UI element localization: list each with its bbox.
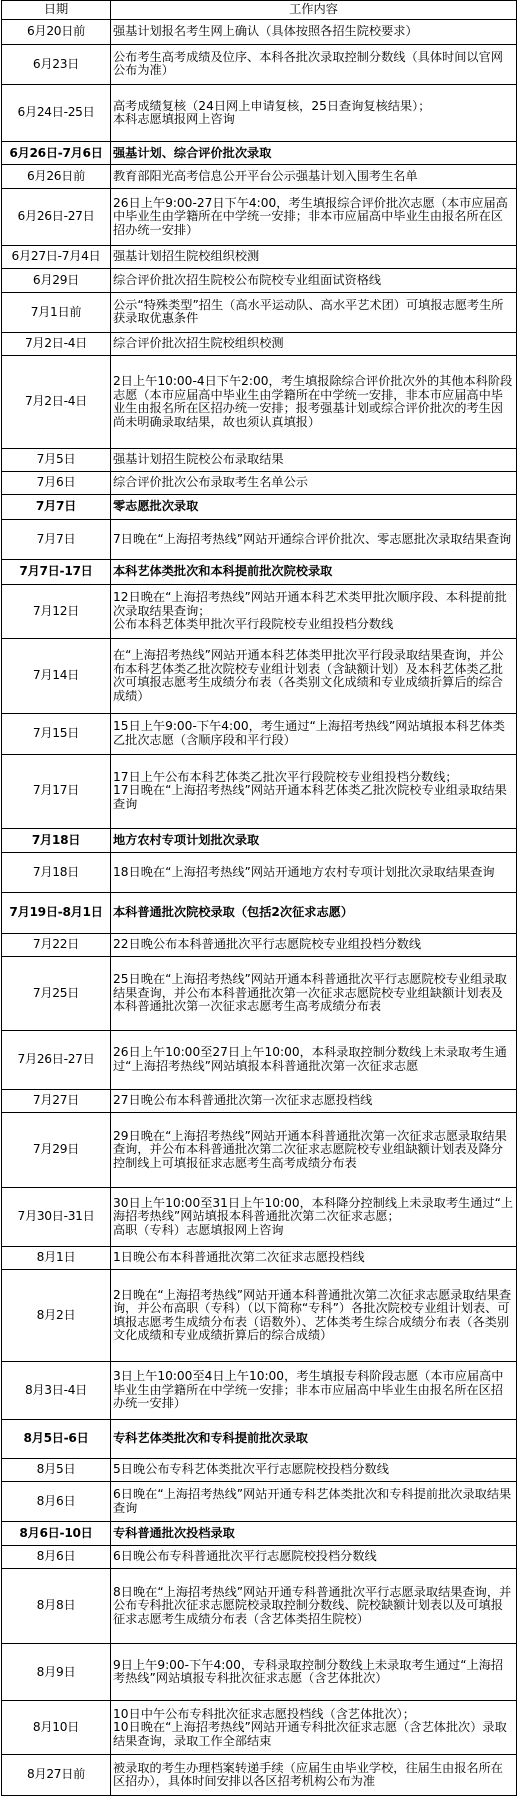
row-date: 7月29日 xyxy=(2,1113,111,1188)
row-content xyxy=(111,292,517,332)
table-row xyxy=(2,84,517,141)
row-content xyxy=(111,1481,517,1521)
content-line: 29日晚在“上海招考热线”网站开通本科普通批次第一次征求志愿录取结果查询，并公布本科普通批次第二次征求志愿院校专业组缺额计划表及降分控制线上可填报征求志愿考生高考成绩分布表 xyxy=(113,1128,507,1170)
row-date: 8月8日 xyxy=(2,1568,111,1643)
row-content xyxy=(111,754,517,828)
table-row xyxy=(2,356,517,448)
row-content xyxy=(111,1701,517,1755)
row-content xyxy=(111,638,517,713)
row-content xyxy=(111,957,517,1031)
content-line: 15日上午9:00-下午4:00，考生通过“上海招考热线”网站填报本科艺体类乙批次志愿（含顺序段和平行段） xyxy=(113,719,505,747)
table-row xyxy=(2,1188,517,1246)
row-content xyxy=(111,20,517,45)
row-date: 7月7日-17日 xyxy=(2,560,111,585)
content-line: 17日上午公布本科艺体类乙批次平行段院校专业组投档分数线； xyxy=(113,769,458,784)
section-row xyxy=(2,142,517,165)
row-date: 7月19日-8月1日 xyxy=(2,893,111,933)
row-content xyxy=(111,933,517,956)
content-line: 26日上午10:00至27日上午10:00，本科录取控制分数线上未录取考生通过“上海招考热线”网站填报本科普通批次第一次征求志愿 xyxy=(113,1045,507,1073)
content-line: 7日晚在“上海招考热线”网站开通综合评价批次、零志愿批次录取结果查询 xyxy=(113,531,512,546)
content-line: 教育部阳光高考信息公开平台公示强基计划入围考生名单 xyxy=(113,168,418,183)
row-date: 8月27日前 xyxy=(2,1755,111,1796)
row-date: 7月25日 xyxy=(2,957,111,1031)
content-line: 强基计划报名考生网上确认（具体按照各招生院校要求） xyxy=(113,24,418,39)
table-row xyxy=(2,853,517,893)
content-line: 本科志愿填报网上咨询 xyxy=(113,112,235,127)
content-line: 本科艺体类批次和本科提前批次院校录取 xyxy=(113,564,333,579)
table-row xyxy=(2,188,517,245)
content-line: 2日晚在“上海招考热线”网站开通本科普通批次第二次征求志愿录取结果查询，并公布高职（专科）（以下简称“专科”）各批次院校专业组计划表、可填报志愿考生成绩分布表（语数外）、艺体类考生综合成绩分布表（各类别文化成绩和专业成绩折算后的综合成绩） xyxy=(113,1287,512,1343)
row-content xyxy=(111,1188,517,1246)
row-content xyxy=(111,1545,517,1568)
content-line: 5日晚公布专科艺体类批次平行志愿院校投档分数线 xyxy=(113,1461,389,1476)
date-column-header: 日期 xyxy=(2,1,111,20)
row-date: 7月30日-31日 xyxy=(2,1188,111,1246)
table-row xyxy=(2,1644,517,1701)
section-row xyxy=(2,893,517,933)
content-line: 3日上午10:00至4日上午10:00，考生填报专科阶段志愿（本市应届高中毕业生由学籍所在中学统一安排；非本市应届高中毕业生由报名所在区招办统一安排） xyxy=(113,1369,504,1411)
content-line: 强基计划、综合评价批次录取 xyxy=(113,145,272,160)
content-line: 零志愿批次录取 xyxy=(113,499,199,514)
section-title xyxy=(111,1522,517,1545)
content-line: 12日晚在“上海招考热线”网站开通本科艺术类甲批次顺序段、本科提前批次录取结果查询； xyxy=(113,590,507,618)
row-content xyxy=(111,1458,517,1481)
table-row xyxy=(2,1755,517,1796)
table-row xyxy=(2,1701,517,1755)
row-date: 6月20日前 xyxy=(2,20,111,45)
content-line: 本科普通批次院校录取（包括2次征求志愿） xyxy=(113,905,354,920)
table-row xyxy=(2,1481,517,1521)
content-line: 18日晚在“上海招考热线”网站开通地方农村专项计划批次录取结果查询 xyxy=(113,865,495,880)
content-line: 被录取的考生办理档案转递手续（应届生由毕业学校，往届生由报名所在区招办），具体时间安排以各区招考机构公布为准 xyxy=(113,1760,503,1789)
table-header-row xyxy=(2,1,517,20)
content-line: 25日晚在“上海招考热线”网站开通本科普通批次平行志愿院校专业组录取结果查询，并公布本科普通批次第一次征求志愿院校专业组缺额计划表及本科普通批次第一次征求志愿考生高考成绩分布表 xyxy=(113,972,507,1014)
content-line: 综合评价批次招生院校公布院校专业组面试资格线 xyxy=(113,272,382,287)
row-date: 6月26日前 xyxy=(2,165,111,188)
row-date: 7月12日 xyxy=(2,584,111,638)
content-line: 公示“特殊类型”招生（高水平运动队、高水平艺术团）可填报志愿考生所获录取优惠条件 xyxy=(113,297,504,326)
content-line: 17日晚在“上海招考热线”网站开通本科艺体类乙批次院校专业组录取结果查询 xyxy=(113,783,507,811)
content-line: 10日中午公布专科批次征求志愿投档线（含艺体批次）； xyxy=(113,1706,415,1721)
content-line: 高考成绩复核（24日网上申请复核，25日查询复核结果）； xyxy=(113,98,431,113)
section-title xyxy=(111,560,517,585)
row-date: 7月2日-4日 xyxy=(2,333,111,356)
row-date: 7月7日 xyxy=(2,495,111,520)
table-row xyxy=(2,1458,517,1481)
section-row xyxy=(2,1522,517,1545)
row-content xyxy=(111,714,517,754)
table-row xyxy=(2,638,517,713)
row-date: 6月24日-25日 xyxy=(2,84,111,141)
section-title xyxy=(111,142,517,165)
row-date: 7月17日 xyxy=(2,754,111,828)
table-row xyxy=(2,44,517,84)
content-line: 27日晚公布本科普通批次第一次征求志愿投档线 xyxy=(113,1093,373,1108)
content-line: 公布考生高考成绩及位序、本科各批次录取控制分数线（具体时间以官网公布为准） xyxy=(113,49,503,78)
content-line: 6日晚公布专科普通批次平行志愿院校投档分数线 xyxy=(113,1548,377,1563)
content-line: 公布本科艺体类甲批次平行段院校专业组投档分数线 xyxy=(113,617,394,632)
row-content xyxy=(111,520,517,560)
row-date: 7月2日-4日 xyxy=(2,356,111,448)
schedule-table xyxy=(1,0,517,1796)
section-row xyxy=(2,560,517,585)
row-date: 7月27日 xyxy=(2,1089,111,1112)
row-date: 8月9日 xyxy=(2,1644,111,1701)
row-content xyxy=(111,1031,517,1089)
row-date: 8月3日-4日 xyxy=(2,1362,111,1419)
row-date: 6月26日-7月6日 xyxy=(2,142,111,165)
table-row xyxy=(2,20,517,45)
content-line: 专科普通批次投档录取 xyxy=(113,1525,235,1540)
row-date: 7月15日 xyxy=(2,714,111,754)
row-date: 7月7日 xyxy=(2,520,111,560)
table-row xyxy=(2,1246,517,1269)
row-date: 8月1日 xyxy=(2,1246,111,1269)
row-content xyxy=(111,1644,517,1701)
table-row xyxy=(2,472,517,495)
row-date: 8月5日-6日 xyxy=(2,1419,111,1458)
table-row xyxy=(2,584,517,638)
row-content xyxy=(111,84,517,141)
content-line: 22日晚公布本科普通批次平行志愿院校专业组投档分数线 xyxy=(113,937,422,952)
content-line: 10日晚在“上海招考热线”网站开通专科批次征求志愿（含艺体批次）录取结果查询，录取工作全部结束 xyxy=(113,1720,507,1748)
row-date: 7月18日 xyxy=(2,853,111,893)
content-line: 强基计划招生院校组织校测 xyxy=(113,249,260,264)
row-content xyxy=(111,853,517,893)
row-date: 7月1日前 xyxy=(2,292,111,332)
table-row xyxy=(2,1089,517,1112)
content-line: 综合评价批次公布录取考生名单公示 xyxy=(113,475,308,490)
section-row xyxy=(2,495,517,520)
content-line: 26日上午9:00-27日下午4:00，考生填报综合评价批次志愿（本市应届高中毕业生由学籍所在中学统一安排；非本市应届高中毕业生由报名所在区招办统一安排） xyxy=(113,195,508,237)
row-date: 6月27日-7月4日 xyxy=(2,246,111,269)
content-line: 综合评价批次招生院校组织校测 xyxy=(113,336,284,351)
table-row xyxy=(2,957,517,1031)
row-content xyxy=(111,188,517,245)
row-content xyxy=(111,1755,517,1796)
row-date: 8月6日-10日 xyxy=(2,1522,111,1545)
row-content xyxy=(111,1113,517,1188)
row-date: 7月22日 xyxy=(2,933,111,956)
row-content xyxy=(111,1246,517,1269)
table-row xyxy=(2,269,517,292)
content-line: 地方农村专项计划批次录取 xyxy=(113,832,260,847)
table-row xyxy=(2,1113,517,1188)
row-content xyxy=(111,44,517,84)
row-date: 8月6日 xyxy=(2,1481,111,1521)
table-row xyxy=(2,165,517,188)
section-title xyxy=(111,1419,517,1458)
row-date: 7月26日-27日 xyxy=(2,1031,111,1089)
content-line: 在“上海招考热线”网站开通本科艺体类甲批次平行段录取结果查询，并公布本科艺体类乙批次院校专业组计划表（含缺额计划）及本科艺体类乙批次可填报志愿考生成绩分布表（各类别文化成绩和专业成绩折算后的综合成绩） xyxy=(113,648,504,703)
row-content xyxy=(111,1568,517,1643)
schedule-rows xyxy=(2,20,517,1796)
content-line: 6日晚在“上海招考热线”网站开通专科艺体类批次和专科提前批次录取结果查询 xyxy=(113,1487,512,1515)
content-column-header: 工作内容 xyxy=(111,1,517,20)
row-content xyxy=(111,1270,517,1362)
table-row xyxy=(2,1270,517,1362)
row-content xyxy=(111,246,517,269)
content-line: 1日晚公布本科普通批次第二次征求志愿投档线 xyxy=(113,1250,365,1265)
content-line: 30日上午10:00至31日上午10:00，本科降分控制线上未录取考生通过“上海招考热线”网站填报本科普通批次第二次征求志愿； xyxy=(113,1195,514,1224)
content-line: 8日晚在“上海招考热线”网站开通专科普通批次平行志愿录取结果查询，并公布专科批次征求志愿院校录取控制分数线、院校缺额计划表以及可填报征求志愿考生成绩分布表（含艺体类招生院校） xyxy=(113,1584,512,1626)
table-row xyxy=(2,714,517,754)
row-date: 7月14日 xyxy=(2,638,111,713)
table-row xyxy=(2,1568,517,1643)
row-content xyxy=(111,1089,517,1112)
table-row xyxy=(2,333,517,356)
row-content xyxy=(111,472,517,495)
row-content xyxy=(111,584,517,638)
content-line: 高职（专科）志愿填报网上咨询 xyxy=(113,1222,284,1237)
table-row xyxy=(2,1545,517,1568)
row-content xyxy=(111,448,517,471)
row-date: 8月10日 xyxy=(2,1701,111,1755)
section-row xyxy=(2,1419,517,1458)
content-line: 专科艺体类批次和专科提前批次录取 xyxy=(113,1430,308,1445)
table-row xyxy=(2,1362,517,1419)
row-date: 6月29日 xyxy=(2,269,111,292)
table-row xyxy=(2,1031,517,1089)
section-title xyxy=(111,893,517,933)
table-row xyxy=(2,448,517,471)
table-row xyxy=(2,754,517,828)
content-line: 2日上午10:00-4日下午2:00，考生填报除综合评价批次外的其他本科阶段志愿（本市应届高中毕业生由学籍所在中学统一安排，非本市应届高中毕业生由报名所在区招办统一安排；报考强基计划或综合评价批次的考生因尚未明确录取结果，故也须认真填报） xyxy=(113,374,513,429)
row-date: 7月6日 xyxy=(2,472,111,495)
row-date: 7月5日 xyxy=(2,448,111,471)
row-date: 7月18日 xyxy=(2,828,111,853)
content-line: 强基计划招生院校公布录取结果 xyxy=(113,452,284,467)
row-content xyxy=(111,1362,517,1419)
table-row xyxy=(2,246,517,269)
row-content xyxy=(111,269,517,292)
row-date: 6月26日-27日 xyxy=(2,188,111,245)
content-line: 9日上午9:00-下午4:00，专科录取控制分数线上未录取考生通过“上海招考热线”网站填报专科批次征求志愿（含艺体批次） xyxy=(113,1657,504,1686)
row-content xyxy=(111,165,517,188)
row-date: 8月6日 xyxy=(2,1545,111,1568)
section-title xyxy=(111,495,517,520)
section-title xyxy=(111,828,517,853)
row-date: 8月2日 xyxy=(2,1270,111,1362)
table-row xyxy=(2,933,517,956)
table-row xyxy=(2,292,517,332)
table-row xyxy=(2,520,517,560)
row-date: 6月23日 xyxy=(2,44,111,84)
section-row xyxy=(2,828,517,853)
row-content xyxy=(111,356,517,448)
row-date: 8月5日 xyxy=(2,1458,111,1481)
row-content xyxy=(111,333,517,356)
